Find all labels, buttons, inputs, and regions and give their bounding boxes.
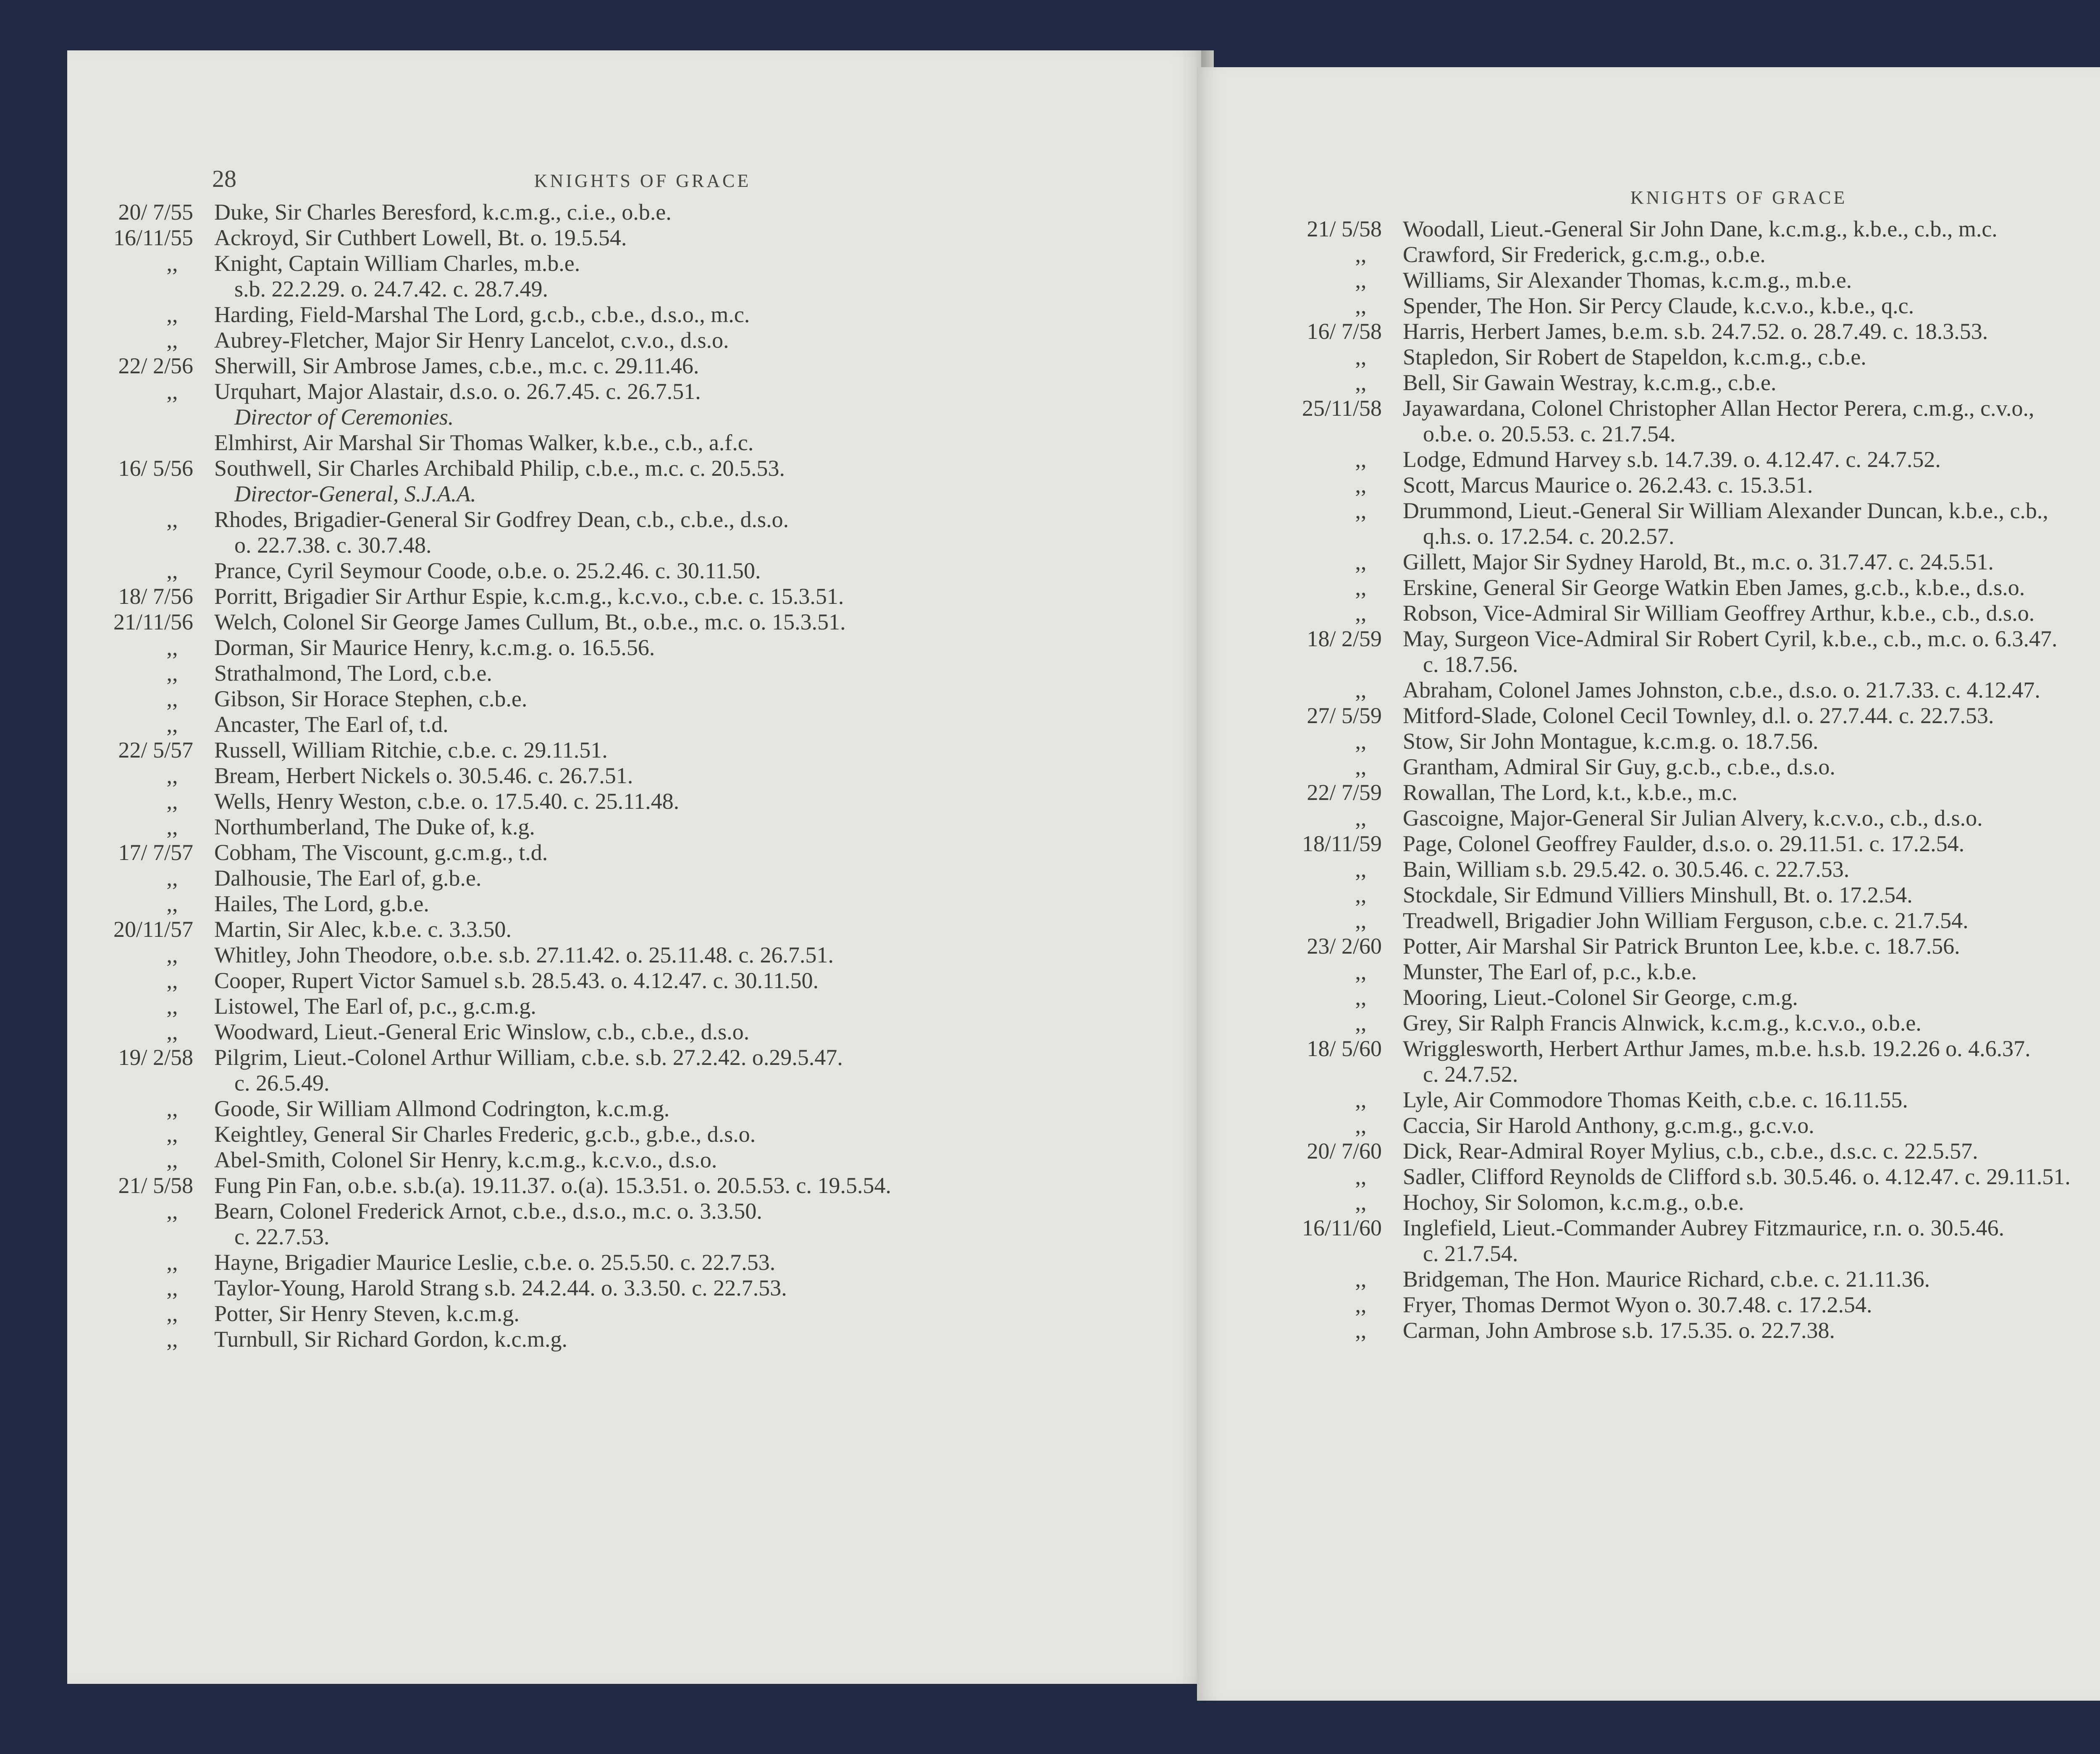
list-item [1256, 447, 2100, 472]
entry-name: Harding, Field-Marshal The Lord, g.c.b., c.b.e., d.s.o., m.c. [214, 302, 750, 327]
entry-name: Sadler, Clifford Reynolds de Clifford s.b. 30.5.46. o. 4.12.47. c. 29.11.51. [1403, 1164, 2071, 1189]
entry-date: ,, [1355, 729, 1367, 754]
entry-name: Fryer, Thomas Dermot Wyon o. 30.7.48. c. 17.2.54. [1403, 1292, 1872, 1317]
list-item [67, 1173, 1201, 1198]
entry-name: Munster, The Earl of, p.c., k.b.e. [1403, 959, 1697, 984]
entry-name: Treadwell, Brigadier John William Ferguson, c.b.e. c. 21.7.54. [1403, 908, 1969, 933]
list-item [1256, 1036, 2100, 1087]
list-item [67, 379, 1201, 430]
entry-name: Hochoy, Sir Solomon, k.c.m.g., o.b.e. [1403, 1190, 1744, 1215]
entry-date: ,, [166, 251, 178, 276]
entry-name: Page, Colonel Geoffrey Faulder, d.s.o. o. 29.11.51. c. 17.2.54. [1403, 831, 1965, 856]
list-item [1256, 1266, 2100, 1292]
entry-date: 18/ 7/56 [118, 584, 193, 609]
entry-continuation: c. 21.7.54. [1423, 1241, 1518, 1266]
entry-name: Pilgrim, Lieut.-Colonel Arthur William, c.b.e. s.b. 27.2.42. o.29.5.47. [214, 1045, 843, 1070]
entry-date: 23/ 2/60 [1307, 933, 1382, 959]
entry-date: ,, [1355, 344, 1367, 370]
entry-name: Ancaster, The Earl of, t.d. [214, 712, 449, 737]
list-item [1256, 267, 2100, 293]
entry-name: Russell, William Ritchie, c.b.e. c. 29.11.51. [214, 737, 608, 763]
entry-name: Fung Pin Fan, o.b.e. s.b.(a). 19.11.37. o.(a). 15.3.51. o. 20.5.53. c. 19.5.54. [214, 1173, 891, 1198]
list-item [67, 712, 1201, 737]
entry-date: ,, [166, 1250, 178, 1275]
entry-office: Director-General, S.J.A.A. [234, 481, 476, 506]
entry-date: ,, [166, 1198, 178, 1224]
left-page [67, 50, 1201, 1684]
entry-date: ,, [1355, 1292, 1367, 1317]
entry-name: Erskine, General Sir George Watkin Eben James, g.c.b., k.b.e., d.s.o. [1403, 575, 2025, 600]
entry-name: Woodall, Lieut.-General Sir John Dane, k.c.m.g., k.b.e., c.b., m.c. [1403, 216, 1998, 241]
list-item [1256, 754, 2100, 780]
entry-name: Dick, Rear-Admiral Royer Mylius, c.b., c.b.e., d.s.c. c. 22.5.57. [1403, 1138, 1978, 1164]
list-item [1256, 1138, 2100, 1164]
list-item [67, 1122, 1201, 1147]
entry-date: ,, [166, 1096, 178, 1121]
list-item [67, 584, 1201, 609]
list-item [1256, 344, 2100, 370]
entry-continuation: c. 24.7.52. [1423, 1062, 1518, 1087]
entry-continuation: q.h.s. o. 17.2.54. c. 20.2.57. [1423, 524, 1675, 549]
entry-name: Bream, Herbert Nickels o. 30.5.46. c. 26.7.51. [214, 763, 633, 788]
entry-date: 22/ 2/56 [118, 353, 193, 378]
entry-name: Gascoigne, Major-General Sir Julian Alvery, k.c.v.o., c.b., d.s.o. [1403, 805, 1983, 831]
entry-name: Mitford-Slade, Colonel Cecil Townley, d.l. o. 27.7.44. c. 22.7.53. [1403, 703, 1994, 728]
entry-name: Welch, Colonel Sir George James Cullum, Bt., o.b.e., m.c. o. 15.3.51. [214, 609, 846, 634]
entry-name: Strathalmond, The Lord, c.b.e. [214, 661, 492, 686]
entry-date: 16/ 7/58 [1307, 319, 1382, 344]
entry-date: ,, [1355, 959, 1367, 984]
entry-name: Stockdale, Sir Edmund Villiers Minshull, Bt. o. 17.2.54. [1403, 882, 1913, 907]
entry-date: ,, [166, 661, 178, 686]
entry-date: ,, [1355, 498, 1367, 523]
list-item [1256, 1113, 2100, 1138]
entry-name: Ackroyd, Sir Cuthbert Lowell, Bt. o. 19.5.54. [214, 225, 627, 250]
entry-name: Elmhirst, Air Marshal Sir Thomas Walker, k.b.e., c.b., a.f.c. [214, 430, 754, 455]
list-item [67, 891, 1201, 917]
entry-date: ,, [166, 1275, 178, 1300]
list-item [67, 814, 1201, 840]
list-item [67, 994, 1201, 1019]
list-item [67, 1275, 1201, 1301]
entry-name: Lodge, Edmund Harvey s.b. 14.7.39. o. 4.12.47. c. 24.7.52. [1403, 447, 1941, 472]
list-item [67, 840, 1201, 865]
entry-date: 16/ 5/56 [118, 456, 193, 481]
entry-name: Aubrey-Fletcher, Major Sir Henry Lancelot, c.v.o., d.s.o. [214, 328, 729, 353]
list-item [1256, 882, 2100, 908]
list-item [67, 1198, 1201, 1250]
entry-office: Director of Ceremonies. [234, 404, 454, 430]
entry-date: ,, [1355, 754, 1367, 779]
entry-name: Cooper, Rupert Victor Samuel s.b. 28.5.43. o. 4.12.47. c. 30.11.50. [214, 968, 819, 993]
list-item [1256, 1010, 2100, 1036]
entry-date: 18/ 5/60 [1307, 1036, 1382, 1061]
entry-date: ,, [166, 968, 178, 993]
list-item [1256, 626, 2100, 677]
list-item [67, 558, 1201, 584]
entry-name: Potter, Air Marshal Sir Patrick Brunton Lee, k.b.e. c. 18.7.56. [1403, 933, 1960, 959]
entry-name: Potter, Sir Henry Steven, k.c.m.g. [214, 1301, 520, 1326]
entry-date: ,, [1355, 242, 1367, 267]
entry-name: Inglefield, Lieut.-Commander Aubrey Fitzmaurice, r.n. o. 30.5.46. [1403, 1215, 2005, 1240]
entry-date: ,, [1355, 293, 1367, 318]
list-item [67, 661, 1201, 686]
list-item [1256, 1318, 2100, 1343]
entry-date: ,, [1355, 1266, 1367, 1292]
list-item [67, 302, 1201, 328]
entry-date: ,, [1355, 677, 1367, 703]
entry-date: ,, [166, 686, 178, 711]
entry-name: Stow, Sir John Montague, k.c.m.g. o. 18.7.56. [1403, 729, 1819, 754]
entry-date: 18/ 2/59 [1307, 626, 1382, 651]
entry-name: Stapledon, Sir Robert de Stapeldon, k.c.m.g., c.b.e. [1403, 344, 1866, 370]
entry-date: ,, [166, 942, 178, 967]
list-item [67, 968, 1201, 994]
entry-date: ,, [1355, 857, 1367, 882]
entry-date: 21/11/56 [113, 609, 193, 634]
entry-continuation: c. 22.7.53. [234, 1224, 330, 1249]
entry-date: ,, [166, 635, 178, 660]
entry-date: 18/11/59 [1302, 831, 1382, 856]
entry-name: Spender, The Hon. Sir Percy Claude, k.c.v.o., k.b.e., q.c. [1403, 293, 1914, 318]
entry-name: Gillett, Major Sir Sydney Harold, Bt., m.c. o. 31.7.47. c. 24.5.51. [1403, 549, 1994, 574]
entry-date: ,, [1355, 267, 1367, 293]
entry-name: Rhodes, Brigadier-General Sir Godfrey Dean, c.b., c.b.e., d.s.o. [214, 507, 789, 532]
running-header: KNIGHTS OF GRACE [1630, 187, 1848, 208]
entry-date: ,, [166, 865, 178, 891]
list-item [67, 737, 1201, 763]
entry-name: Bridgeman, The Hon. Maurice Richard, c.b.e. c. 21.11.36. [1403, 1266, 1930, 1292]
list-item [1256, 1292, 2100, 1318]
entry-date: ,, [166, 302, 178, 327]
entry-date: ,, [166, 1327, 178, 1352]
list-item [67, 1327, 1201, 1352]
entry-date: ,, [1355, 882, 1367, 907]
entry-date: ,, [1355, 575, 1367, 600]
list-item [1256, 1190, 2100, 1215]
entry-name: Bain, William s.b. 29.5.42. o. 30.5.46. c. 22.7.53. [1403, 857, 1850, 882]
entry-date: ,, [166, 814, 178, 839]
entry-continuation: c. 18.7.56. [1423, 652, 1518, 677]
list-item [1256, 780, 2100, 805]
list-item [67, 635, 1201, 661]
entry-name: Grey, Sir Ralph Francis Alnwick, k.c.m.g., k.c.v.o., o.b.e. [1403, 1010, 1922, 1036]
list-item [67, 353, 1201, 379]
entry-name: Gibson, Sir Horace Stephen, c.b.e. [214, 686, 528, 711]
entry-date: 22/ 5/57 [118, 737, 193, 763]
entry-date: ,, [1355, 600, 1367, 626]
list-item [67, 917, 1201, 942]
entry-date: ,, [166, 763, 178, 788]
right-page [1197, 67, 2100, 1701]
list-item [67, 1301, 1201, 1327]
list-item [1256, 549, 2100, 575]
entry-name: Turnbull, Sir Richard Gordon, k.c.m.g. [214, 1327, 567, 1352]
entry-name: Bearn, Colonel Frederick Arnot, c.b.e., d.s.o., m.c. o. 3.3.50. [214, 1198, 762, 1224]
list-item [1256, 857, 2100, 882]
entry-date: 20/11/57 [113, 917, 193, 942]
entry-name: Rowallan, The Lord, k.t., k.b.e., m.c. [1403, 780, 1738, 805]
list-item [1256, 805, 2100, 831]
list-item [67, 328, 1201, 353]
entry-date: ,, [1355, 1010, 1367, 1036]
list-item [1256, 498, 2100, 549]
list-item [1256, 985, 2100, 1010]
list-item [67, 686, 1201, 712]
entry-name: Harris, Herbert James, b.e.m. s.b. 24.7.52. o. 28.7.49. c. 18.3.53. [1403, 319, 1988, 344]
list-item [67, 430, 1201, 456]
entry-name: Taylor-Young, Harold Strang s.b. 24.2.44. o. 3.3.50. c. 22.7.53. [214, 1275, 787, 1300]
entry-name: Abraham, Colonel James Johnston, c.b.e., d.s.o. o. 21.7.33. c. 4.12.47. [1403, 677, 2040, 703]
entry-continuation: s.b. 22.2.29. o. 24.7.42. c. 28.7.49. [234, 276, 548, 302]
entry-name: Dalhousie, The Earl of, g.b.e. [214, 865, 482, 891]
list-item [67, 1019, 1201, 1045]
list-item [67, 789, 1201, 814]
entry-date: ,, [166, 379, 178, 404]
entry-date: ,, [1355, 908, 1367, 933]
list-item [67, 1250, 1201, 1275]
entry-name: Scott, Marcus Maurice o. 26.2.43. c. 15.3.51. [1403, 472, 1813, 498]
entry-date: 21/ 5/58 [118, 1173, 193, 1198]
entry-name: Northumberland, The Duke of, k.g. [214, 814, 535, 839]
list-item [1256, 319, 2100, 344]
entry-name: Southwell, Sir Charles Archibald Philip, c.b.e., m.c. c. 20.5.53. [214, 456, 785, 481]
entry-name: Urquhart, Major Alastair, d.s.o. o. 26.7.45. c. 26.7.51. [214, 379, 701, 404]
entry-name: May, Surgeon Vice-Admiral Sir Robert Cyril, k.b.e., c.b., m.c. o. 6.3.47. [1403, 626, 2058, 651]
entry-date: 16/11/60 [1302, 1215, 1382, 1240]
entry-date: ,, [166, 1122, 178, 1147]
list-item [1256, 908, 2100, 933]
entry-date: ,, [1355, 1318, 1367, 1343]
entry-name: Wrigglesworth, Herbert Arthur James, m.b.e. h.s.b. 19.2.26 o. 4.6.37. [1403, 1036, 2031, 1061]
entry-date: 27/ 5/59 [1307, 703, 1382, 728]
list-item [67, 507, 1201, 558]
entry-name: Goode, Sir William Allmond Codrington, k.c.m.g. [214, 1096, 670, 1121]
list-item [1256, 933, 2100, 959]
entry-name: Drummond, Lieut.-General Sir William Alexander Duncan, k.b.e., c.b., [1403, 498, 2048, 523]
entry-date: 25/11/58 [1302, 396, 1382, 421]
entry-date: ,, [1355, 549, 1367, 574]
entry-date: ,, [166, 712, 178, 737]
entry-date: ,, [1355, 1190, 1367, 1215]
entry-date: ,, [1355, 805, 1367, 831]
entry-date: ,, [166, 328, 178, 353]
list-item [1256, 575, 2100, 600]
entry-list [67, 199, 1201, 1352]
entry-name: Abel-Smith, Colonel Sir Henry, k.c.m.g., k.c.v.o., d.s.o. [214, 1147, 717, 1172]
entry-name: Hailes, The Lord, g.b.e. [214, 891, 429, 916]
list-item [67, 225, 1201, 251]
entry-continuation: c. 26.5.49. [234, 1070, 330, 1096]
entry-date: ,, [166, 1019, 178, 1044]
list-item [1256, 242, 2100, 267]
entry-date: ,, [166, 789, 178, 814]
list-item [67, 609, 1201, 635]
entry-date: ,, [166, 1301, 178, 1326]
list-item [1256, 959, 2100, 985]
entry-date: 21/ 5/58 [1307, 216, 1382, 241]
entry-name: Jayawardana, Colonel Christopher Allan Hector Perera, c.m.g., c.v.o., [1403, 396, 2034, 421]
list-item [1256, 216, 2100, 242]
entry-date: ,, [166, 507, 178, 532]
list-item [1256, 729, 2100, 754]
entry-name: Lyle, Air Commodore Thomas Keith, c.b.e. c. 16.11.55. [1403, 1087, 1908, 1112]
list-item [1256, 1164, 2100, 1190]
entry-name: Duke, Sir Charles Beresford, k.c.m.g., c.i.e., o.b.e. [214, 199, 672, 225]
entry-name: Mooring, Lieut.-Colonel Sir George, c.m.g. [1403, 985, 1798, 1010]
entry-date: ,, [166, 558, 178, 583]
entry-date: ,, [1355, 1164, 1367, 1189]
entry-name: Crawford, Sir Frederick, g.c.m.g., o.b.e. [1403, 242, 1766, 267]
list-item [1256, 472, 2100, 498]
entry-name: Whitley, John Theodore, o.b.e. s.b. 27.11.42. o. 25.11.48. c. 26.7.51. [214, 942, 834, 967]
entry-name: Wells, Henry Weston, c.b.e. o. 17.5.40. c. 25.11.48. [214, 789, 680, 814]
page-number: 28 [212, 165, 236, 192]
entry-name: Listowel, The Earl of, p.c., g.c.m.g. [214, 994, 536, 1019]
list-item [1256, 1087, 2100, 1113]
entry-name: Caccia, Sir Harold Anthony, g.c.m.g., g.c.v.o. [1403, 1113, 1814, 1138]
entry-name: Bell, Sir Gawain Westray, k.c.m.g., c.b.e. [1403, 370, 1777, 395]
entry-date: ,, [1355, 370, 1367, 395]
entry-name: Robson, Vice-Admiral Sir William Geoffrey Arthur, k.b.e., c.b., d.s.o. [1403, 600, 2035, 626]
list-item [67, 1147, 1201, 1173]
entry-name: Porritt, Brigadier Sir Arthur Espie, k.c.m.g., k.c.v.o., c.b.e. c. 15.3.51. [214, 584, 844, 609]
entry-name: Sherwill, Sir Ambrose James, c.b.e., m.c. c. 29.11.46. [214, 353, 699, 378]
list-item [1256, 1215, 2100, 1266]
entry-name: Cobham, The Viscount, g.c.m.g., t.d. [214, 840, 548, 865]
entry-name: Prance, Cyril Seymour Coode, o.b.e. o. 25.2.46. c. 30.11.50. [214, 558, 761, 583]
list-item [1256, 370, 2100, 396]
entry-name: Dorman, Sir Maurice Henry, k.c.m.g. o. 16.5.56. [214, 635, 655, 660]
list-item [1256, 600, 2100, 626]
entry-date: ,, [1355, 447, 1367, 472]
entry-date: 20/ 7/55 [118, 199, 193, 225]
entry-continuation: o.b.e. o. 20.5.53. c. 21.7.54. [1423, 421, 1676, 446]
list-item [67, 942, 1201, 968]
entry-name: Woodward, Lieut.-General Eric Winslow, c.b., c.b.e., d.s.o. [214, 1019, 750, 1044]
list-item [1256, 396, 2100, 447]
entry-date: ,, [166, 994, 178, 1019]
list-item [1256, 677, 2100, 703]
list-item [67, 456, 1201, 507]
list-item [67, 1096, 1201, 1122]
entry-date: ,, [1355, 472, 1367, 498]
list-item [1256, 293, 2100, 319]
entry-name: Hayne, Brigadier Maurice Leslie, c.b.e. o. 25.5.50. c. 22.7.53. [214, 1250, 776, 1275]
list-item [67, 199, 1201, 225]
entry-date: 17/ 7/57 [118, 840, 193, 865]
list-item [1256, 831, 2100, 857]
list-item [67, 1045, 1201, 1096]
list-item [67, 865, 1201, 891]
entry-name: Carman, John Ambrose s.b. 17.5.35. o. 22.7.38. [1403, 1318, 1835, 1343]
entry-name: Knight, Captain William Charles, m.b.e. [214, 251, 580, 276]
entry-name: Martin, Sir Alec, k.b.e. c. 3.3.50. [214, 917, 512, 942]
list-item [67, 251, 1201, 302]
entry-date: ,, [1355, 985, 1367, 1010]
entry-name: Keightley, General Sir Charles Frederic, g.c.b., g.b.e., d.s.o. [214, 1122, 756, 1147]
entry-date: 22/ 7/59 [1307, 780, 1382, 805]
list-item [1256, 703, 2100, 729]
entry-date: 20/ 7/60 [1307, 1138, 1382, 1164]
entry-date: ,, [1355, 1113, 1367, 1138]
entry-date: ,, [166, 1147, 178, 1172]
entry-continuation: o. 22.7.38. c. 30.7.48. [234, 532, 432, 558]
entry-date: 16/11/55 [113, 225, 193, 250]
entry-name: Grantham, Admiral Sir Guy, g.c.b., c.b.e., d.s.o. [1403, 754, 1835, 779]
entry-name: Williams, Sir Alexander Thomas, k.c.m.g., m.b.e. [1403, 267, 1852, 293]
entry-date: ,, [1355, 1087, 1367, 1112]
entry-date: 19/ 2/58 [118, 1045, 193, 1070]
entry-date: ,, [166, 891, 178, 916]
entry-list [1256, 216, 2100, 1343]
running-header: KNIGHTS OF GRACE [534, 170, 751, 191]
list-item [67, 763, 1201, 789]
